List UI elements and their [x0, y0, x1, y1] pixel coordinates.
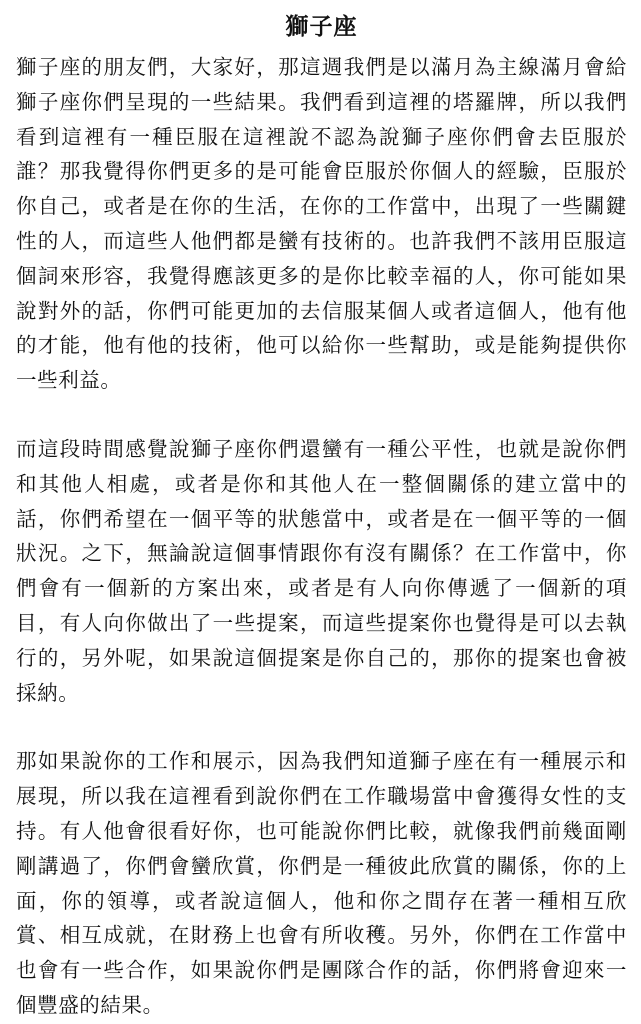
paragraph-1: 獅子座的朋友們，大家好，那這週我們是以滿月為主線滿月會給獅子座你們呈現的一些結果。我們看到這裡的塔羅牌，所以我們看到這裡有一種臣服在這裡說不認為說獅子座你們會去臣服於誰？那我覺得你們更多的是可能會臣服於你個人的經驗，臣服於你自己，或者是在你的生活，在你的工作當中，出現了一些關鍵性的人，而這些人他們都是蠻有技術的。也許我們不該用臣服這個詞來形容，我覺得應該更多的是你比較幸福的人，你可能如果說對外的話，你們可能更加的去信服某個人或者這個人，他有他的才能，他有他的技術，他可以給你一些幫助，或是能夠提供你一些利益。: [16, 55, 627, 393]
paragraph-3: 那如果說你的工作和展示，因為我們知道獅子座在有一種展示和展現，所以我在這裡看到說你們在工作職場當中會獲得女性的支持。有人他會很看好你，也可能說你們比較，就像我們前幾面剛剛講過了，你們會蠻欣賞，你們是一種彼此欣賞的關係，你的上面，你的領導，或者說這個人，他和你之間存在著一種相互欣賞、相互成就，在財務上也會有所收穫。另外，你們在工作當中也會有一些合作，如果說你們是團隊合作的話，你們將會迎來一個豐盛的結果。: [16, 749, 627, 1017]
page-title: 獅子座: [285, 14, 358, 40]
paragraph-2: 而這段時間感覺說獅子座你們還蠻有一種公平性，也就是說你們和其他人相處，或者是你和其他人在一整個關係的建立當中的話，你們希望在一個平等的狀態當中，或者是在一個平等的一個狀況。之下，無論說這個事情跟你有沒有關係？在工作當中，你們會有一個新的方案出來，或者是有人向你傳遞了一個新的項目，有人向你做出了一些提案，而這些提案你也覺得是可以去執行的，另外呢，如果說這個提案是你自己的，那你的提案也會被採納。: [16, 436, 627, 705]
